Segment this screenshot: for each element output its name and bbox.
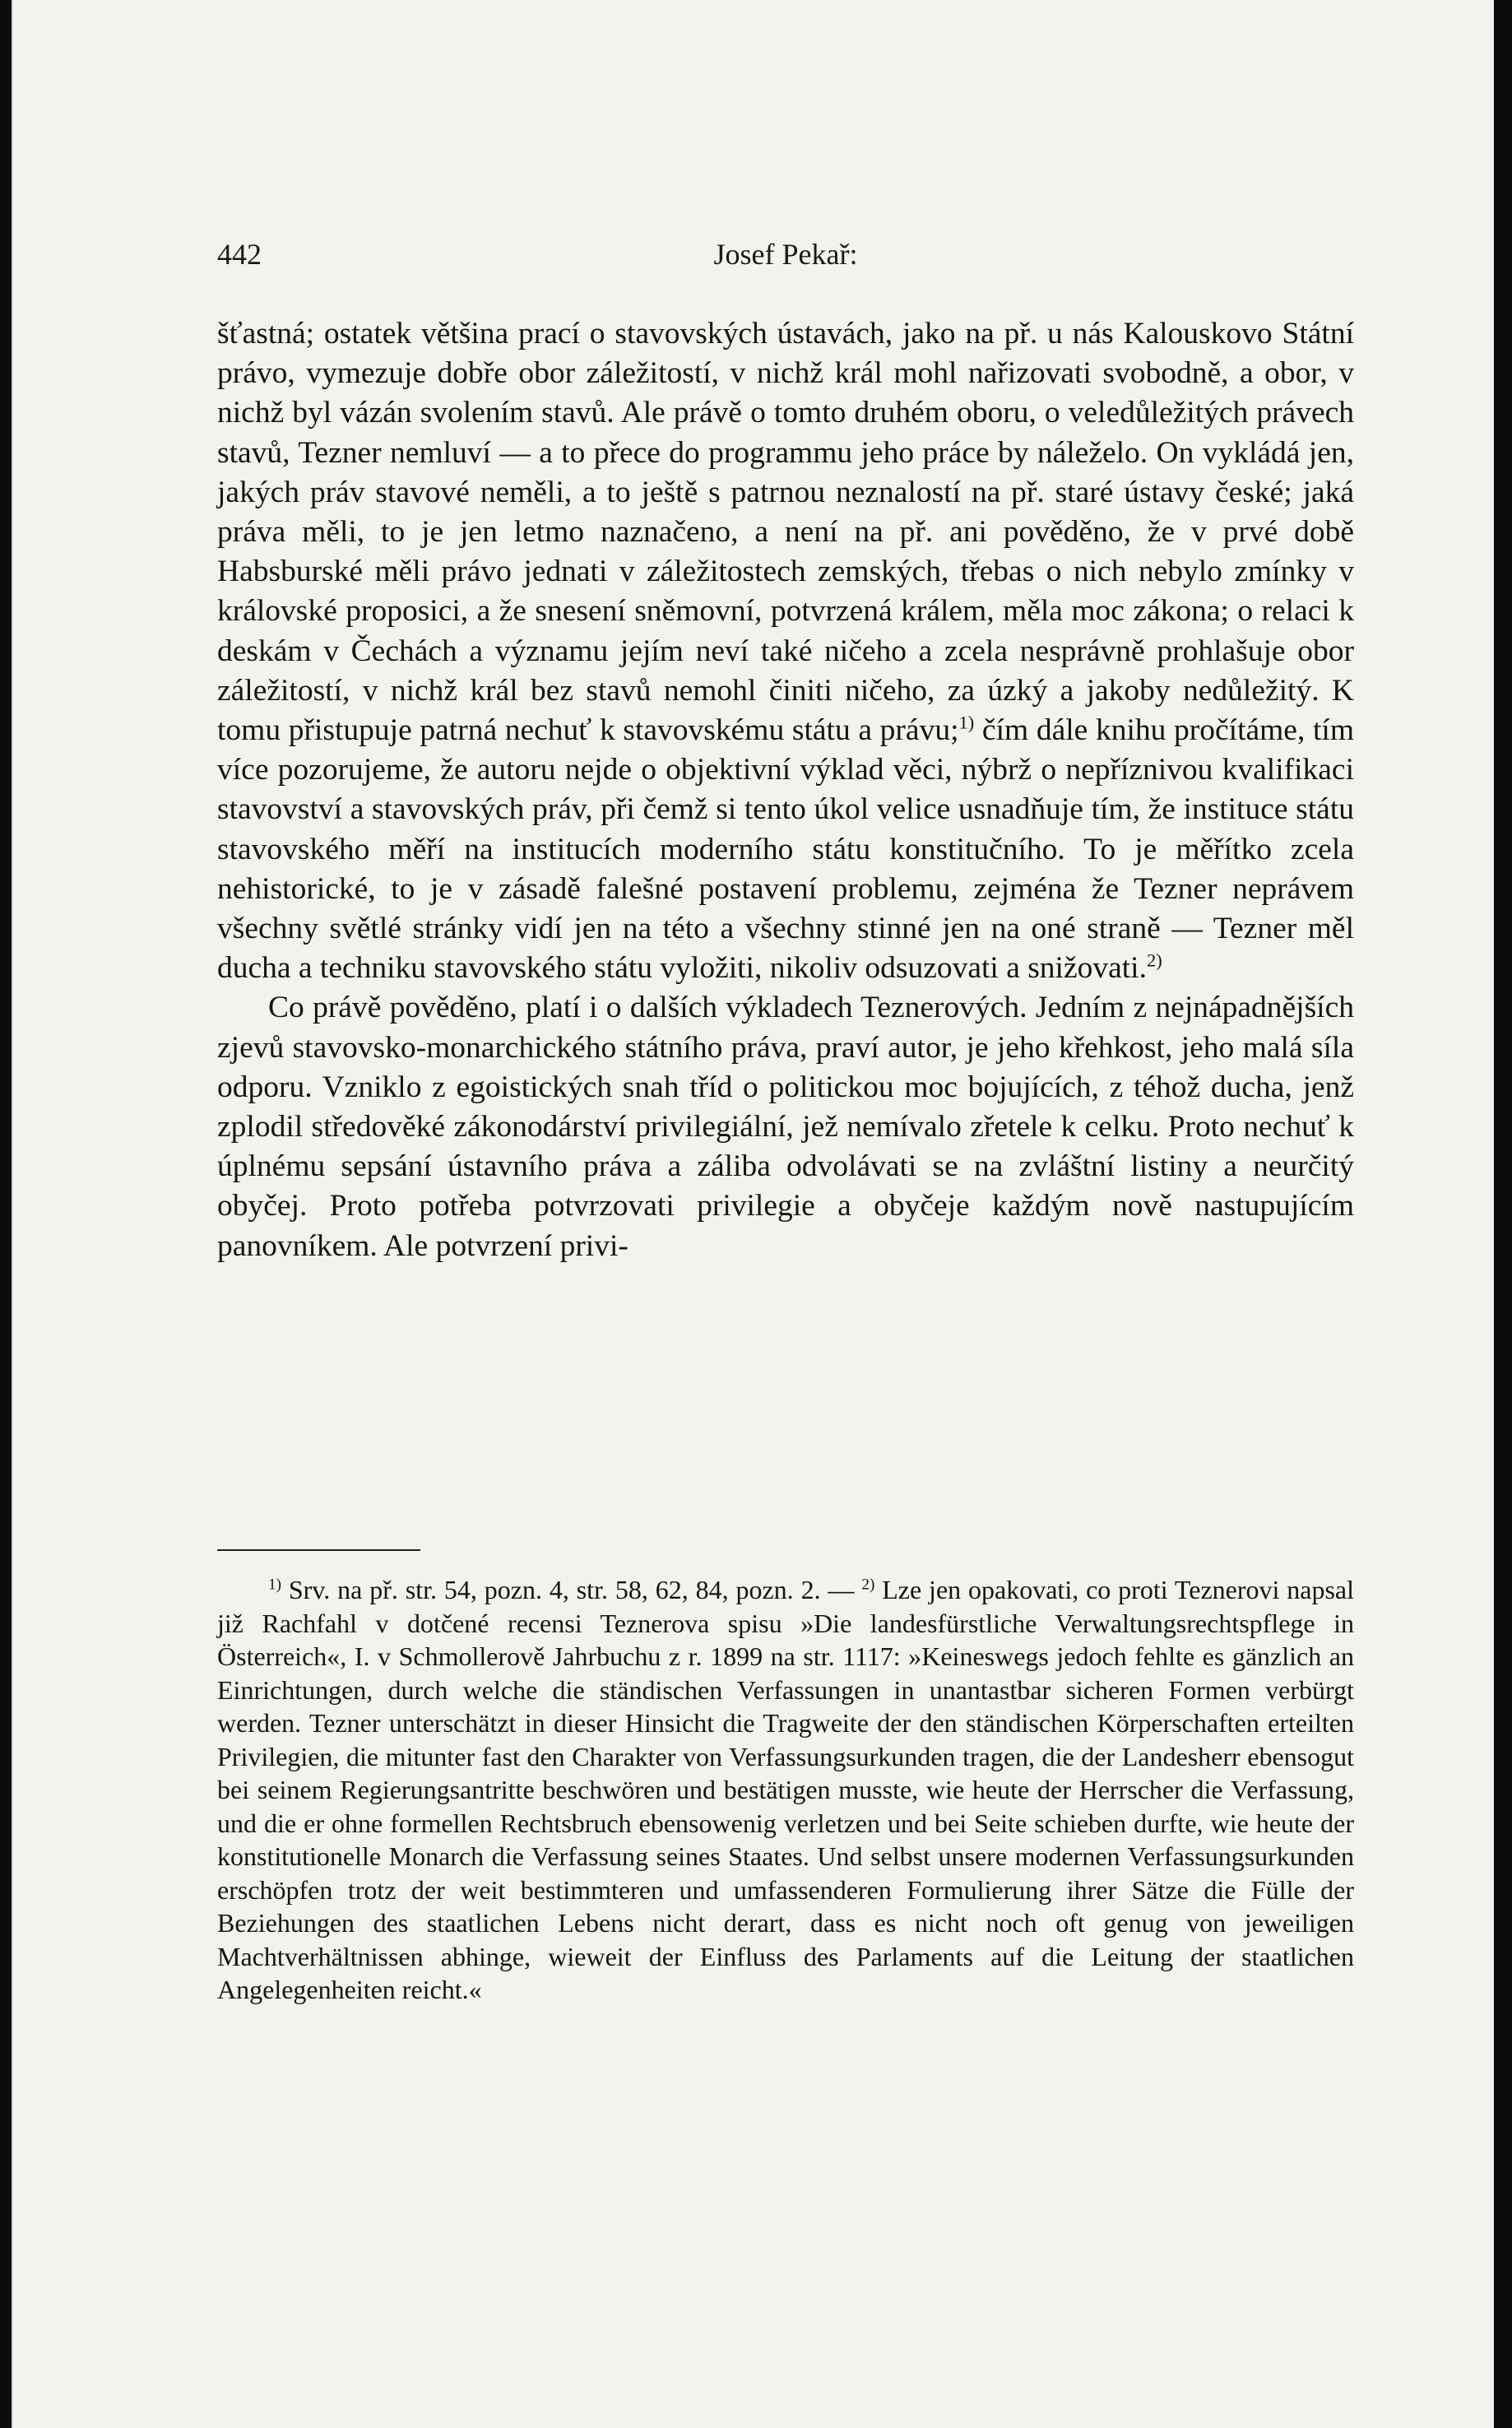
footnote-ref-1: 1)	[958, 712, 975, 733]
paragraph-1	[217, 314, 1354, 988]
footnote-mark-2: 2)	[861, 1576, 875, 1594]
footnote-divider	[217, 1549, 420, 1551]
footnote-1-text: Srv. na př. str. 54, pozn. 4, str. 58, 62, 84, pozn. 2. —	[288, 1575, 855, 1604]
footnotes	[217, 1573, 1354, 2007]
running-head: Josef Pekař:	[713, 238, 858, 271]
paragraph-2: Co právě pověděno, platí i o dalších výkladech Teznerových. Jedním z nejnápadnějších zjevů stavovsko-monarchického státního práva, praví autor, je jeho křehkost, jeho malá síla odporu. Vzniklo z egoistických snah tříd o politickou moc bojujících, z téhož ducha, jenž zplodil středověké zákonodárství privilegiální, jež nemívalo zřetele k celku. Proto nechuť k úplnému sepsání ústavního práva a záliba odvolávati se na zvláštní listiny a neurčitý obyčej. Proto potřeba potvrzovati privilegie a obyčeje každým nově nastupujícím panovníkem. Ale potvrzení privi-	[217, 991, 1354, 1263]
footnote-ref-2: 2)	[1146, 949, 1162, 971]
paragraph-1-continuation: čím dále knihu pročítáme, tím více pozorujeme, že autoru nejde o objektivní výklad věci, nýbrž o nepříznivou kvalifikaci stavovství a stavovských práv, při čemž si tento úkol velice usnadňuje tím, že instituce státu stavovského měří na institucích moderního státu konstitučního. To je měřítko zcela nehistorické, to je v zásadě falešné postavení problemu, zejména že Tezner neprávem všechny světlé stránky vidí jen na této a všechny stinné jen na oné straně — Tezner měl ducha a techniku stavovského státu vyložiti, nikoliv odsuzovati a snižovati.	[217, 713, 1355, 986]
footnote-mark-1: 1)	[268, 1576, 281, 1594]
footnote-block	[217, 1573, 1354, 2007]
main-text	[217, 314, 1354, 1266]
paragraph-1-text: šťastná; ostatek většina prací o stavovských ústavách, jako na př. u nás Kalouskovo Státní právo, vymezuje dobře obor záležitostí, v nichž král mohl nařizovati svobodně, a obor, v nichž byl vázán svolením stavů. Ale právě o tomto druhém oboru, o veledůležitých právech stavů, Tezner nemluví — a to přece do programmu jeho práce by náleželo. On vykládá jen, jakých práv stavové neměli, a to ještě s patrnou neznalostí na př. staré ústavy české; jaká práva měli, to je jen letmo naznačeno, a není na př. ani pověděno, že v prvé době Habsburské měli právo jednati v záležitostech zemských, třebas o nich nebylo zmínky v královské proposici, a že snesení sněmovní, potvrzená králem, měla moc zákona; o relaci k deskám v Čechách a významu jejím neví také ničeho a zcela nesprávně prohlašuje obor záležitostí, v nichž král bez stavů nemohl činiti ničeho, za úzký a jakoby nedůležitý. K tomu přistupuje patrná nechuť k stavovskému státu a právu;	[217, 317, 1354, 748]
footnote-2-text: Lze jen opakovati, co proti Teznerovi napsal již Rachfahl v dotčené recensi Teznerova spisu »Die landesfürstliche Verwaltungsrechtspflege in Österreich«, I. v Schmollerově Jahrbuchu z r. 1899 na str. 1117: »Keineswegs jedoch fehlte es gänzlich an Einrichtungen, durch welche die ständischen Verfassungen in unantastbar sicheren Formen verbürgt werden. Tezner unterschätzt in dieser Hinsicht die Tragweite der den ständischen Körperschaften erteilten Privilegien, die mitunter fast den Charakter von Verfassungsurkunden tragen, die der Landesherr ebensogut bei seinem Regierungsantritte beschwören und bestätigen musste, wie heute der Herrscher die Verfassung, und die er ohne formellen Rechtsbruch ebensowenig verletzen und bei Seite schieben durfte, wie heute der konstitutionelle Monarch die Verfassung seines Staates. Und selbst unsere modernen Verfassungsurkunden erschöpfen trotz der weit bestimmteren und umfassenderen Formulierung ihrer Sätze die Fülle der Beziehungen des staatlichen Lebens nicht derart, dass es nicht noch oft genug von jeweiligen Machtverhältnissen abhinge, wieweit der Einfluss des Parlaments auf die Leitung der staatlichen Angelegenheiten reicht.«	[217, 1575, 1355, 2004]
book-page	[12, 0, 1494, 2428]
page-number: 442	[217, 238, 262, 271]
page-header	[217, 237, 1354, 278]
